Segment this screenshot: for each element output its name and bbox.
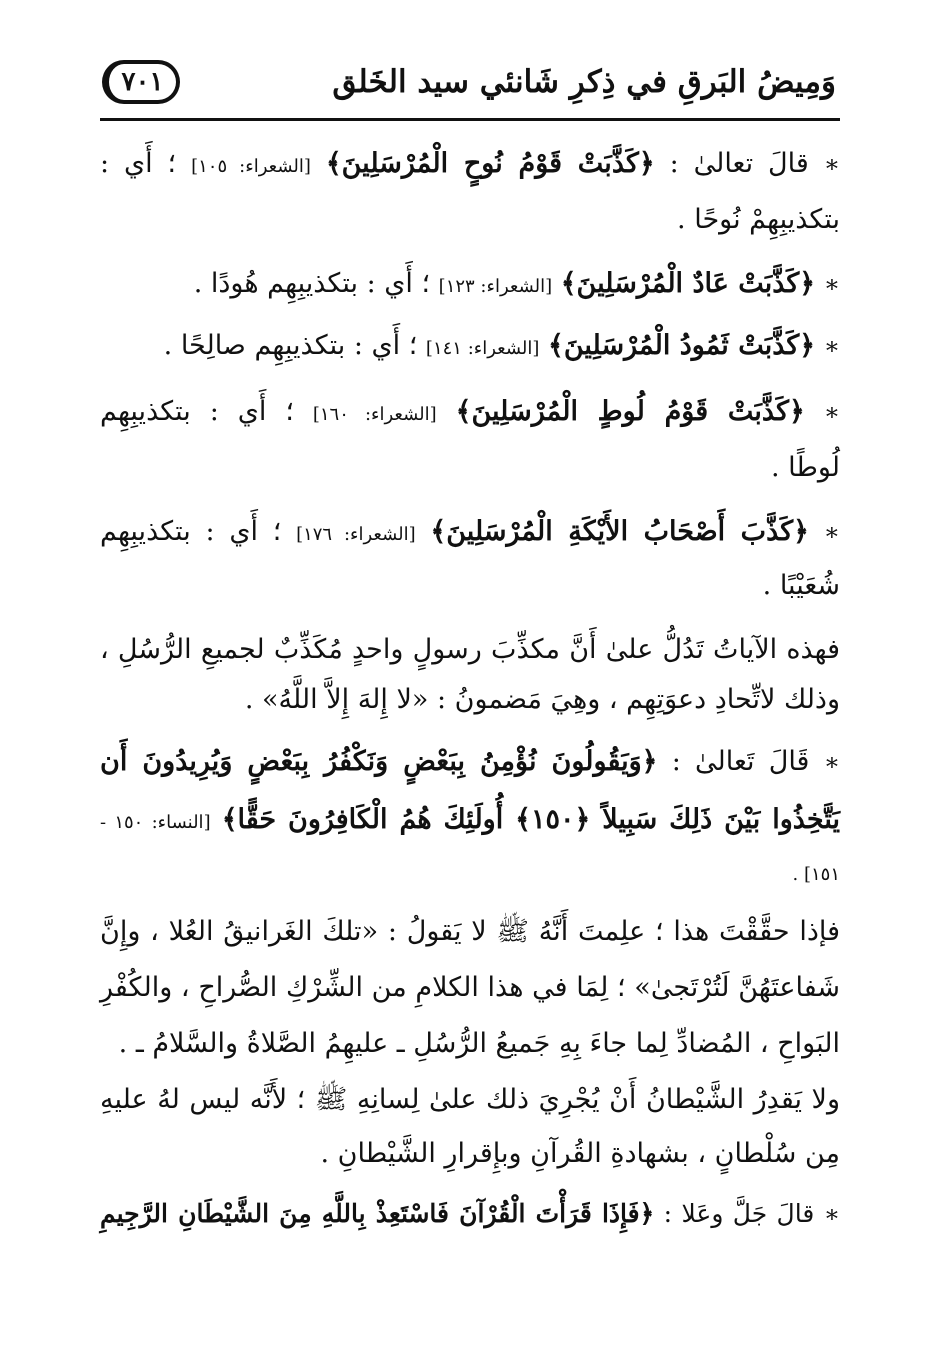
text-line bbox=[100, 1194, 840, 1234]
bullet-star: ∗ bbox=[823, 332, 840, 360]
quran-verse: ﴿كَذَّبَتْ قَوْمُ لُوطٍ الْمُرْسَلِينَ﴾ bbox=[455, 396, 805, 427]
line-text: البَواحِ ، المُضادِّ لِما جاءَ بِهِ جَميعُ الرُّسُلِ ـ عليهِمُ الصَّلاةُ والسَّلامُ ـ . bbox=[118, 1028, 840, 1059]
verse-reference: [الشعراء: ١٢٣] bbox=[438, 276, 553, 297]
line-text: فهذه الآياتُ تَدُلُّ علىٰ أَنَّ مكذِّبَ رسولٍ واحدٍ مُكَذِّبٌ لجميعِ الرُّسُلِ ، bbox=[100, 634, 840, 665]
quran-verse: ﴿كَذَّبَتْ قَوْمُ نُوحٍ الْمُرْسَلِينَ﴾ bbox=[325, 148, 655, 179]
text-line bbox=[100, 326, 840, 366]
quran-verse: ﴿كَذَّبَتْ ثَمُودُ الْمُرْسَلِينَ﴾ bbox=[548, 330, 816, 361]
verse-reference: ١٥١] . bbox=[792, 864, 840, 885]
line-text: ولا يَقدِرُ الشَّيْطانُ أَنْ يُجْرِيَ ذلك علىٰ لِسانِهِ ﷺ ؛ لأَنَّه ليس لهُ عليهِ bbox=[100, 1084, 840, 1115]
quran-verse: يَتَّخِذُوا بَيْنَ ذَلِكَ سَبِيلاً ﴿١٥٠﴾ أُولَئِكَ هُمُ الْكَافِرُونَ حَقًّا﴾ bbox=[221, 804, 840, 835]
line-text: وذلك لاتِّحادِ دعوَتِهِم ، وهِيَ مَضمونُ : «لا إِلهَ إِلاَّ اللَّهُ» . bbox=[244, 684, 840, 715]
verse-reference: [الشعراء: ١٠٥] bbox=[191, 156, 311, 177]
text-line bbox=[100, 912, 840, 952]
bullet-star: ∗ bbox=[823, 1200, 840, 1228]
text-line bbox=[100, 742, 840, 782]
line-text: ؛ أَي : بتكذيبِهِم صالِحًا . bbox=[163, 330, 418, 361]
text-line bbox=[100, 1134, 840, 1174]
page-number-badge: ٧٠١ bbox=[102, 60, 180, 104]
bullet-star: ∗ bbox=[823, 398, 841, 426]
text-line bbox=[100, 800, 840, 840]
text-line bbox=[100, 680, 840, 720]
line-text: شَفاعتَهُنَّ لَتُرْتَجىٰ» ؛ لِمَا في هذا الكلامِ من الشِّرْكِ الصُّراحِ ، والكُفْرِ bbox=[100, 972, 840, 1003]
quran-verse: ﴿كَذَّبَتْ عَادٌ الْمُرْسَلِينَ﴾ bbox=[560, 268, 816, 299]
line-text: فإذا حقَّقْتَ هذا ؛ علِمتَ أَنَّهُ ﷺ لا يَقولُ : «تلكَ الغَرانيقُ العُلا ، وإِنَّ bbox=[100, 916, 840, 947]
line-text: مِن سُلْطانٍ ، بشهادةِ القُرآنِ وبإِقرارِ الشَّيْطانِ . bbox=[320, 1138, 840, 1169]
line-text: ؛ أَي : بتكذيبِهِم هُودًا . bbox=[193, 268, 431, 299]
page-header bbox=[100, 56, 840, 120]
line-text: ؛ أَي : بتكذيبِهِم bbox=[100, 396, 294, 427]
text-line bbox=[100, 392, 840, 432]
text-line bbox=[100, 630, 840, 670]
line-text: شُعَيْبًا . bbox=[762, 570, 840, 601]
line-text: قالَ جَلَّ وعَلا : bbox=[654, 1199, 815, 1228]
bullet-star: ∗ bbox=[823, 748, 840, 776]
text-line bbox=[100, 566, 840, 606]
header-rule bbox=[100, 118, 840, 121]
text-line bbox=[100, 448, 840, 488]
verse-reference: [الشعراء: ١٦٠] bbox=[312, 404, 437, 425]
bullet-star: ∗ bbox=[823, 150, 840, 178]
line-text: قالَ تعالىٰ : bbox=[654, 148, 809, 179]
line-text: ؛ أَي : بتكذيبِهِم bbox=[100, 516, 282, 547]
verse-reference: [النساء: ١٥٠ - bbox=[100, 812, 211, 833]
text-line bbox=[100, 512, 840, 552]
verse-reference: [الشعراء: ١٤١] bbox=[425, 338, 540, 359]
quran-verse: ﴿كَذَّبَ أَصْحَابُ الأَيْكَةِ الْمُرْسَلِينَ﴾ bbox=[430, 516, 809, 547]
bullet-star: ∗ bbox=[823, 270, 840, 298]
line-text: لُوطًا . bbox=[770, 452, 840, 483]
line-text: ؛ أَي : bbox=[100, 148, 177, 179]
line-text: بتكذيبِهِمْ نُوحًا . bbox=[677, 204, 840, 235]
line-text: قَالَ تَعالىٰ : bbox=[657, 746, 810, 777]
text-line bbox=[100, 1024, 840, 1064]
bullet-star: ∗ bbox=[823, 518, 840, 546]
verse-reference: [الشعراء: ١٧٦] bbox=[296, 524, 416, 545]
quran-verse: ﴿فَإِذَا قَرَأْتَ الْقُرْآنَ فَاسْتَعِذْ بِاللَّهِ مِنَ الشَّيْطَانِ الرَّجِيمِ bbox=[100, 1199, 655, 1228]
text-line bbox=[100, 200, 840, 240]
text-line bbox=[100, 144, 840, 184]
quran-verse: ﴿وَيَقُولُونَ نُؤْمِنُ بِبَعْضٍ وَنَكْفُرُ بِبَعْضٍ وَيُرِيدُونَ أَن bbox=[100, 746, 658, 777]
text-line bbox=[100, 852, 840, 892]
text-line bbox=[100, 1080, 840, 1120]
text-line bbox=[100, 968, 840, 1008]
text-line bbox=[100, 264, 840, 304]
running-title: وَمِيضُ البَرقِ في ذِكرِ شَانئي سيد الخَلق bbox=[332, 64, 836, 100]
